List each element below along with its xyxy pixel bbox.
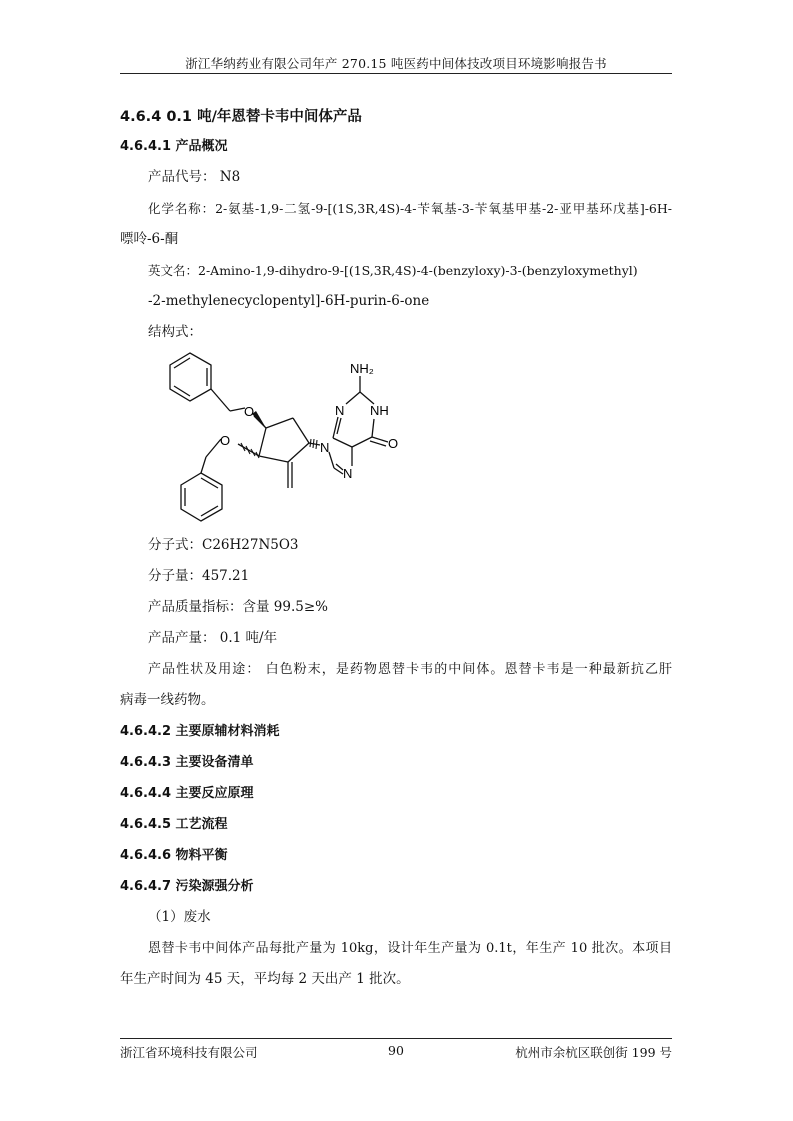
product-code: 产品代号： N8 — [148, 169, 241, 185]
structural-formula — [148, 348, 672, 528]
overview-heading: 4.6.4.1 产品概况 — [120, 139, 228, 154]
wastewater-label: （1）废水 — [148, 909, 211, 925]
header-rule — [120, 73, 672, 74]
subheading-process: 4.6.4.5 工艺流程 — [120, 817, 228, 832]
atom-n7: N — [343, 466, 353, 481]
structure-label: 结构式： — [148, 324, 202, 340]
atom-n3: N — [335, 403, 345, 418]
annual-output: 产品产量： 0.1 吨/年 — [148, 630, 278, 646]
atom-o-upper: O — [244, 404, 255, 419]
wastewater-line-1: 恩替卡韦中间体产品每批产量为 10kg，设计年生产量为 0.1t，年生产 10 批次。本项目 — [148, 941, 672, 956]
wastewater-line-2: 年生产时间为 45 天，平均每 2 天出产 1 批次。 — [120, 971, 410, 987]
page-header: 浙江华纳药业有限公司年产 270.15 吨医药中间体技改项目环境影响报告书 — [185, 56, 607, 71]
usage-line-1: 产品性状及用途： 白色粉末，是药物恩替卡韦的中间体。恩替卡韦是一种最新抗乙肝 — [148, 662, 672, 677]
subheading-raw-materials: 4.6.4.2 主要原辅材料消耗 — [120, 724, 280, 739]
subheading-reaction: 4.6.4.4 主要反应原理 — [120, 786, 254, 801]
usage-line-2: 病毒一线药物。 — [120, 692, 215, 708]
atom-o-lower: O — [220, 433, 231, 448]
chemical-name-line-1: 化学名称：2-氨基-1,9-二氢-9-[(1S,3R,4S)-4-苄氧基-3-苄氧基甲基-2-亚甲基环戊基]-6H- — [148, 201, 672, 216]
footer-address: 杭州市余杭区联创街 199 号 — [515, 1045, 672, 1060]
molecular-formula: 分子式：C26H27N5O3 — [148, 537, 299, 553]
quality-spec: 产品质量指标：含量 99.5≥% — [148, 599, 328, 615]
subheading-material-balance: 4.6.4.6 物料平衡 — [120, 848, 228, 863]
molecule-drawing — [148, 348, 408, 528]
benzene-ring-lower — [181, 473, 222, 521]
section-heading: 4.6.4 0.1 吨/年恩替卡韦中间体产品 — [120, 109, 362, 125]
english-name-line-2: -2-methylenecyclopentyl]-6H-purin-6-one — [148, 293, 430, 309]
atom-o-carbonyl: O — [388, 436, 399, 451]
atom-nh: NH — [370, 403, 389, 418]
footer-company: 浙江省环境科技有限公司 — [120, 1045, 258, 1060]
page-number: 90 — [388, 1043, 404, 1058]
subheading-equipment: 4.6.4.3 主要设备清单 — [120, 755, 254, 770]
footer-rule — [120, 1038, 672, 1039]
document-body — [120, 103, 672, 995]
atom-n9: N — [320, 440, 330, 455]
molecular-weight: 分子量：457.21 — [148, 568, 250, 584]
chemical-name-line-2: 嘌呤-6-酮 — [120, 231, 179, 247]
subheading-pollution: 4.6.4.7 污染源强分析 — [120, 879, 254, 894]
benzene-ring-upper — [170, 353, 211, 401]
atom-nh2: NH₂ — [350, 361, 374, 376]
english-name-line-1: 英文名：2-Amino-1,9-dihydro-9-[(1S,3R,4S)-4-(benzyloxy)-3-(benzyloxymethyl) — [148, 263, 638, 278]
